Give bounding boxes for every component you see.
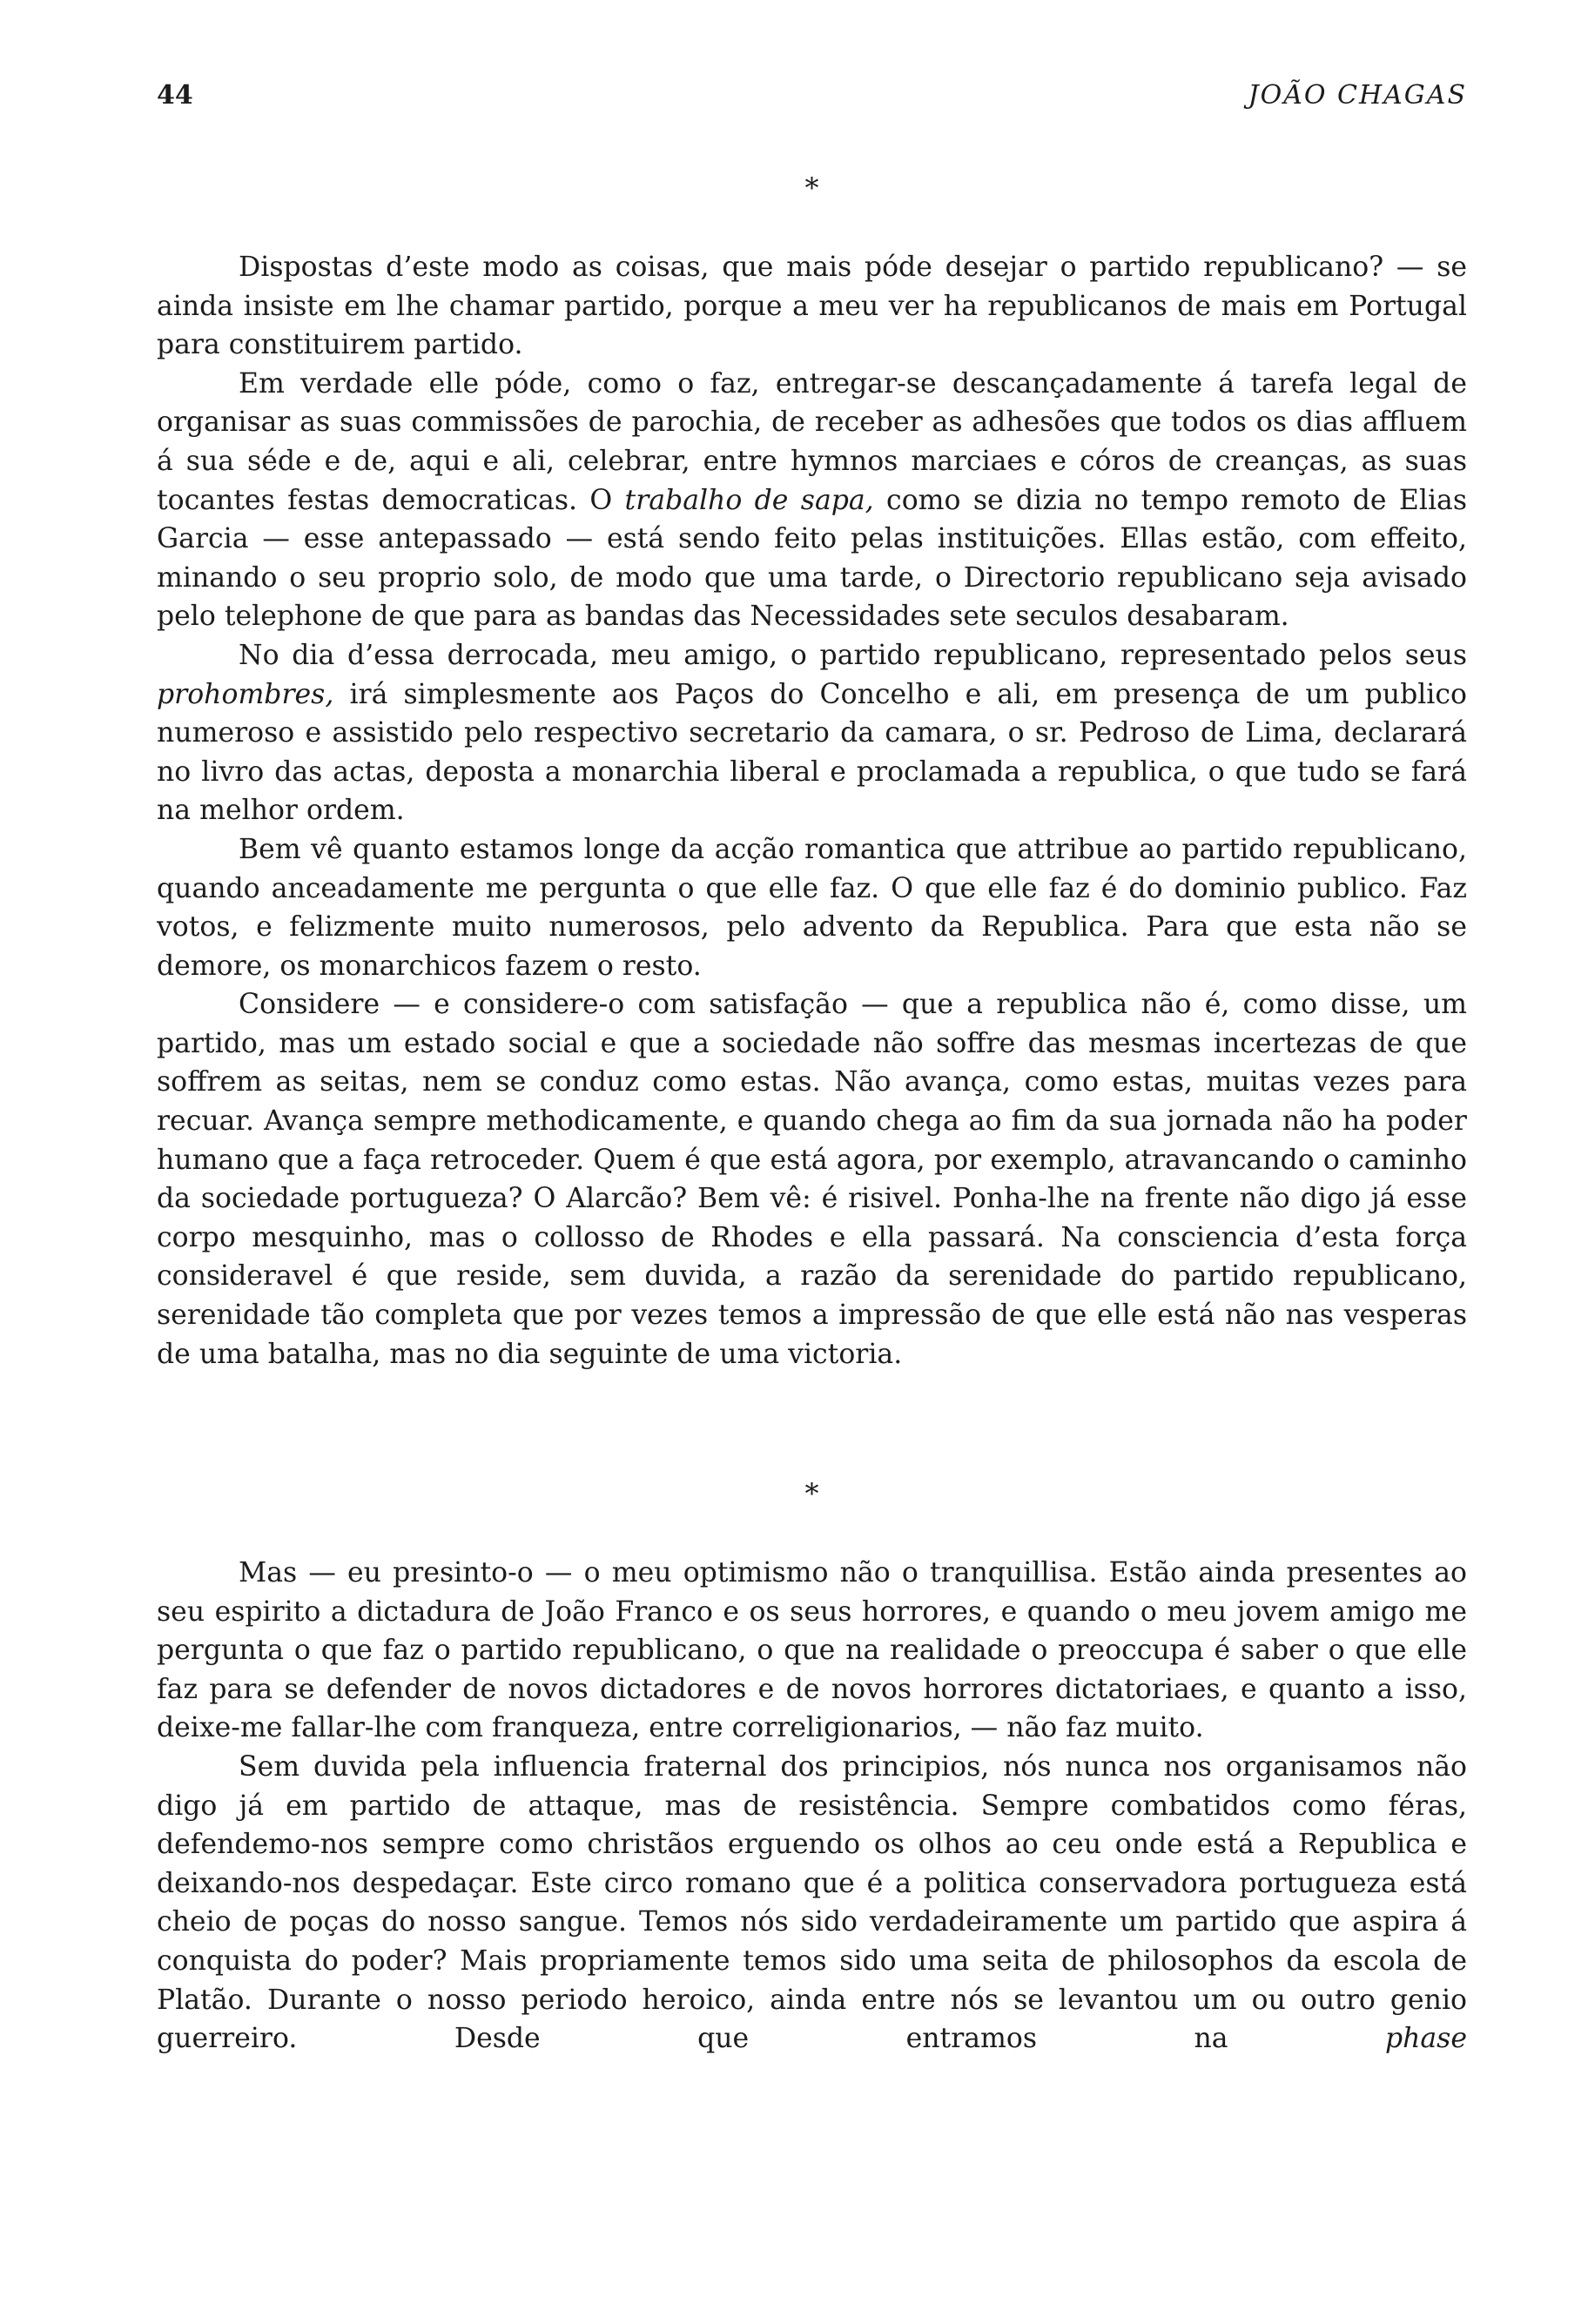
paragraph: Em verdade elle póde, como o faz, entregar-se descançadamente á tarefa legal de organisar as suas commissões de parochia, de receber as adhesões que todos os dias affluem á sua séde e de, aqui e ali, celebrar, entre hymnos marciaes e córos de creanças, as suas tocantes festas democraticas. O trabalho de sapa, como se dizia no tempo remoto de Elias Garcia — esse antepassado — está sendo feito pelas instituições. Ellas estão, com effeito, minando o seu proprio solo, de modo que uma tarde, o Directorio republicano seja avisado pelo telephone de que para as bandas das Necessidades sete seculos desabaram. (157, 367, 1467, 633)
book-page (157, 0, 1467, 2324)
page-number: 44 (157, 80, 193, 111)
paragraph: Sem duvida pela influencia fraternal dos principios, nós nunca nos organisamos não digo já em partido de attaque, mas de resistência. Sempre combatidos como féras, defendemo-nos sempre como christãos erguendo os olhos ao ceu onde está a Republica e deixando-nos despedaçar. Este circo romano que é a politica conservadora portugueza está cheio de poças do nosso sangue. Temos nós sido verdadeiramente um partido que aspira á conquista do poder? Mais propriamente temos sido uma seita de philosophos da escola de Platão. Durante o nosso periodo heroico, ainda entre nós se levantou um ou outro genio guerreiro. Desde que entramos na phase (157, 1750, 1467, 2055)
page-header (157, 80, 1467, 124)
text-section-2 (157, 1554, 1467, 2059)
paragraph: Dispostas d’este modo as coisas, que mais póde desejar o partido republicano? — se ainda insiste em lhe chamar partido, porque a meu ver ha republicanos de mais em Portugal para constituirem partido. (157, 252, 1467, 361)
paragraph: Considere — e considere-o com satisfação — que a republica não é, como disse, um partido, mas um estado social e que a sociedade não soffre das mesmas incertezas de que soffrem as seitas, nem se conduz como estas. Não avança, como estas, muitas vezes para recuar. Avança sempre methodicamente, e quando chega ao fim da sua jornada não ha poder humano que a faça retroceder. Quem é que está agora, por exemplo, atravancando o caminho da sociedade portugueza? O Alarcão? Bem vê: é risivel. Ponha-lhe na frente não digo já esse corpo mesquinho, mas o collosso de Rhodes e ella passará. Na consciencia d’esta força consideravel é que reside, sem duvida, a razão da serenidade do partido republicano, serenidade tão completa que por vezes temos a impressão de que elle está não nas vesperas de uma batalha, mas no dia seguinte de uma victoria. (157, 989, 1467, 1370)
section-separator: * (804, 171, 819, 205)
running-title: JOÃO CHAGAS (1248, 80, 1467, 111)
section-separator: * (804, 1477, 819, 1510)
paragraph: Mas — eu presinto-o — o meu optimismo não o tranquillisa. Estão ainda presentes ao seu espirito a dictadura de João Franco e os seus horrores, e quando o meu jovem amigo me pergunta o que faz o partido republicano, o que na realidade o preoccupa é saber o que elle faz para se defender de novos dictadores e de novos horrores dictatoriaes, e quanto a isso, deixe-me fallar-lhe com franqueza, entre correligionarios, — não faz muito. (157, 1557, 1467, 1744)
italic-phrase: prohombres, (157, 678, 334, 710)
paragraph: No dia d’essa derrocada, meu amigo, o partido republicano, representado pelos seus prohombres, irá simplesmente aos Paços do Concelho e ali, em presença de um publico numeroso e assistido pelo respectivo secretario da camara, o sr. Pedroso de Lima, declarará no livro das actas, deposta a monarchia liberal e proclamada a republica, o que tudo se fará na melhor ordem. (157, 639, 1467, 827)
paragraph: Bem vê quanto estamos longe da acção romantica que attribue ao partido republicano, quando anceadamente me pergunta o que elle faz. O que elle faz é do dominio publico. Faz votos, e felizmente muito numerosos, pelo advento da Republica. Para que esta não se demore, os monarchicos fazem o resto. (157, 833, 1467, 982)
italic-phrase: trabalho de sapa, (624, 484, 874, 516)
italic-phrase: phase (1384, 2023, 1467, 2055)
text-section-1 (157, 248, 1467, 1374)
